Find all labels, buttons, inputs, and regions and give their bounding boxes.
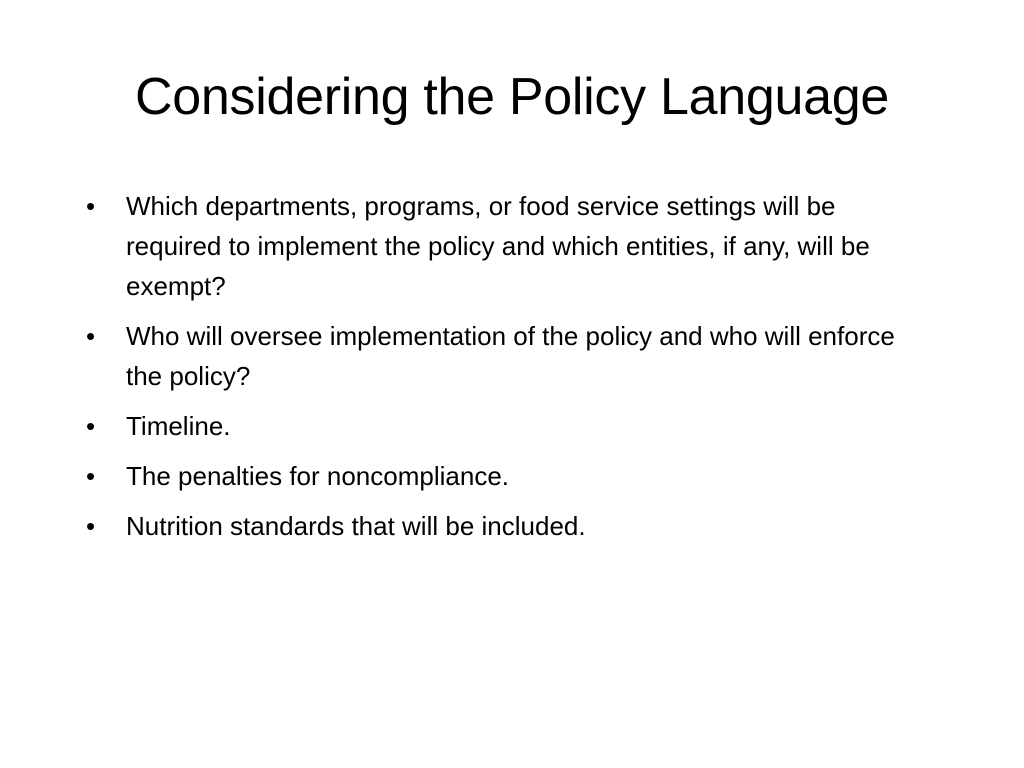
bullet-text: The penalties for noncompliance. xyxy=(126,461,510,491)
bullet-item xyxy=(82,506,922,546)
bullet-item xyxy=(82,406,922,446)
bullet-item xyxy=(82,316,922,396)
bullet-text: Which departments, programs, or food service settings will be required to implement the policy and which entities, if any, will be exempt? xyxy=(126,191,870,301)
bullet-text: Nutrition standards that will be included. xyxy=(126,511,586,541)
bullet-item xyxy=(82,456,922,496)
bullet-icon: • xyxy=(86,321,96,351)
bullet-icon: • xyxy=(86,511,96,541)
slide-title: Considering the Policy Language xyxy=(135,68,889,126)
bullet-icon: • xyxy=(86,461,96,491)
bullet-text: Who will oversee implementation of the policy and who will enforce the policy? xyxy=(126,321,895,391)
bullet-list xyxy=(82,186,922,556)
bullet-icon: • xyxy=(86,191,96,221)
bullet-item xyxy=(82,186,922,306)
bullet-text: Timeline. xyxy=(126,411,231,441)
bullet-icon: • xyxy=(86,411,96,441)
